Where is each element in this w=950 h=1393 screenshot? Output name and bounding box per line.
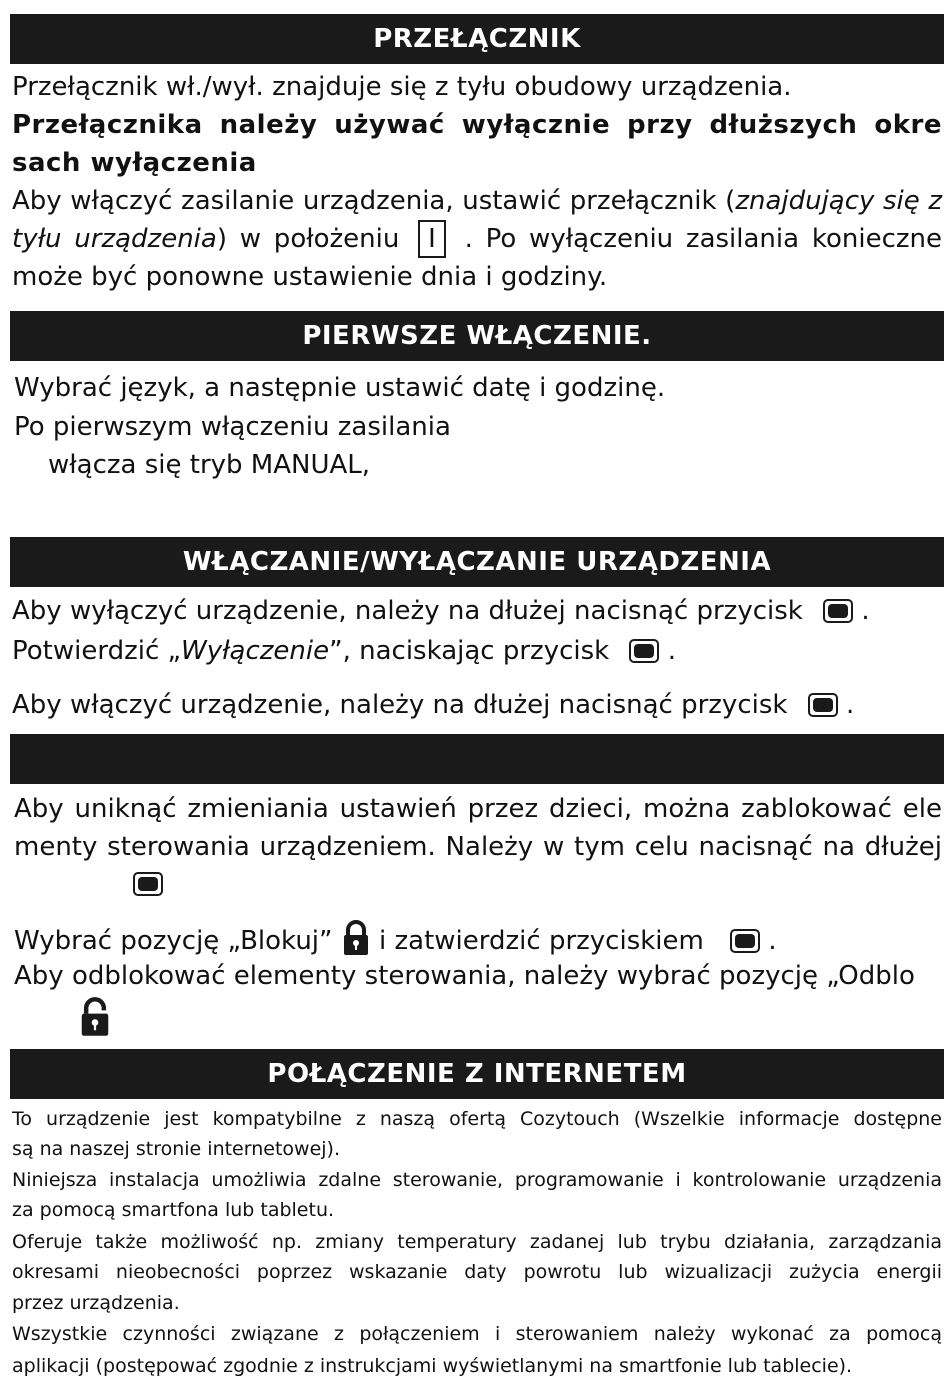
button-icon — [730, 929, 760, 953]
lock-line4-period: . — [768, 926, 777, 956]
onoff-line1 — [12, 592, 942, 630]
onoff-line2-italic: Wyłączenie — [180, 636, 330, 666]
onoff-line2-period: . — [667, 636, 676, 666]
lock-line3 — [133, 872, 163, 896]
switch-instruction-line3: może być ponowne ustawienie dnia i godziny. — [12, 262, 608, 292]
switch-instruction-line1 — [12, 182, 942, 220]
lock-line5: Aby odblokować elementy sterowania, należy wybrać pozycję „Odblo — [14, 961, 915, 991]
padlock-closed-icon — [341, 919, 371, 957]
section-header-first-start: PIERWSZE WŁĄCZENIE. — [10, 311, 944, 361]
switch-location-text: Przełącznik wł./wył. znajduje się z tyłu obudowy urządzenia. — [12, 72, 792, 102]
switch-instruction-text: Aby włączyć zasilanie urządzenia, ustawić przełącznik ( — [12, 186, 736, 216]
switch-instruction-text2: ) w położeniu — [216, 224, 400, 254]
onoff-line2 — [12, 632, 942, 670]
onoff-line2-text2: ”, naciskając przycisk — [329, 636, 610, 666]
section-header-internet: POŁĄCZENIE Z INTERNETEM — [10, 1049, 944, 1099]
lock-line4 — [14, 919, 942, 960]
lock-line6 — [78, 996, 112, 1042]
first-start-line3: włącza się tryb MANUAL, — [48, 450, 371, 480]
lock-line1: Aby uniknąć zmieniania ustawień przez dzieci, można zablokować ele — [14, 794, 942, 824]
internet-line2: są na naszej stronie internetowej). — [12, 1138, 340, 1160]
internet-line5: Oferuje także możliwość np. zmiany temperatury zadanej lub trybu działania, zarządzania — [12, 1231, 942, 1253]
switch-position-symbol: I — [418, 220, 446, 258]
button-icon — [629, 639, 659, 663]
onoff-line3-period: . — [845, 690, 855, 720]
internet-line9: aplikacji (postępować zgodnie z instrukcjami wyświetlanymi na smartfonie lub tablecie). — [12, 1355, 853, 1377]
onoff-line1-period: . — [861, 596, 870, 626]
button-icon — [133, 872, 163, 896]
onoff-line2-text: Potwierdzić „ — [12, 636, 181, 666]
section-header-lock — [10, 734, 944, 784]
switch-warning-line1: Przełącznika należy używać wyłącznie przy dłuższych okre — [12, 110, 942, 140]
internet-line4: za pomocą smartfona lub tabletu. — [12, 1199, 335, 1221]
first-start-line2: Po pierwszym włączeniu zasilania — [14, 412, 451, 442]
switch-instruction-italic2: tyłu urządzenia — [12, 224, 217, 254]
onoff-line3 — [12, 686, 942, 724]
onoff-line1-text: Aby wyłączyć urządzenie, należy na dłużej nacisnąć przycisk — [12, 596, 803, 626]
switch-instruction-text3: . Po wyłączeniu zasilania konieczne — [464, 224, 943, 254]
button-icon — [808, 693, 838, 717]
section-header-switch: PRZEŁĄCZNIK — [10, 14, 944, 64]
internet-line3: Niniejsza instalacja umożliwia zdalne sterowanie, programowanie i kontrolowanie urządzenia — [12, 1169, 942, 1191]
lock-line4-text2: i zatwierdzić przyciskiem — [379, 926, 704, 956]
button-icon — [823, 599, 853, 623]
padlock-open-icon — [78, 996, 112, 1038]
switch-instruction-line2 — [12, 220, 942, 258]
section-header-onoff: WŁĄCZANIE/WYŁĄCZANIE URZĄDZENIA — [10, 537, 944, 587]
internet-line7: przez urządzenia. — [12, 1292, 180, 1314]
internet-line1: To urządzenie jest kompatybilne z naszą ofertą Cozytouch (Wszelkie informacje dostępne — [12, 1108, 942, 1130]
internet-line6: okresami nieobecności poprzez wskazanie daty powrotu lub wizualizacji zużycia energii — [12, 1261, 942, 1283]
lock-line4-text: Wybrać pozycję „Blokuj” — [14, 926, 333, 956]
lock-line2: menty sterowania urządzeniem. Należy w tym celu nacisnąć na dłużej — [14, 832, 942, 862]
switch-warning-line2: sach wyłączenia — [12, 148, 257, 178]
first-start-line1: Wybrać język, a następnie ustawić datę i godzinę. — [14, 373, 666, 403]
internet-line8: Wszystkie czynności związane z połączeniem i sterowaniem należy wykonać za pomocą — [12, 1323, 942, 1345]
onoff-line3-text: Aby włączyć urządzenie, należy na dłużej nacisnąć przycisk — [12, 690, 788, 720]
switch-instruction-italic: znajdujący się z — [735, 186, 942, 216]
